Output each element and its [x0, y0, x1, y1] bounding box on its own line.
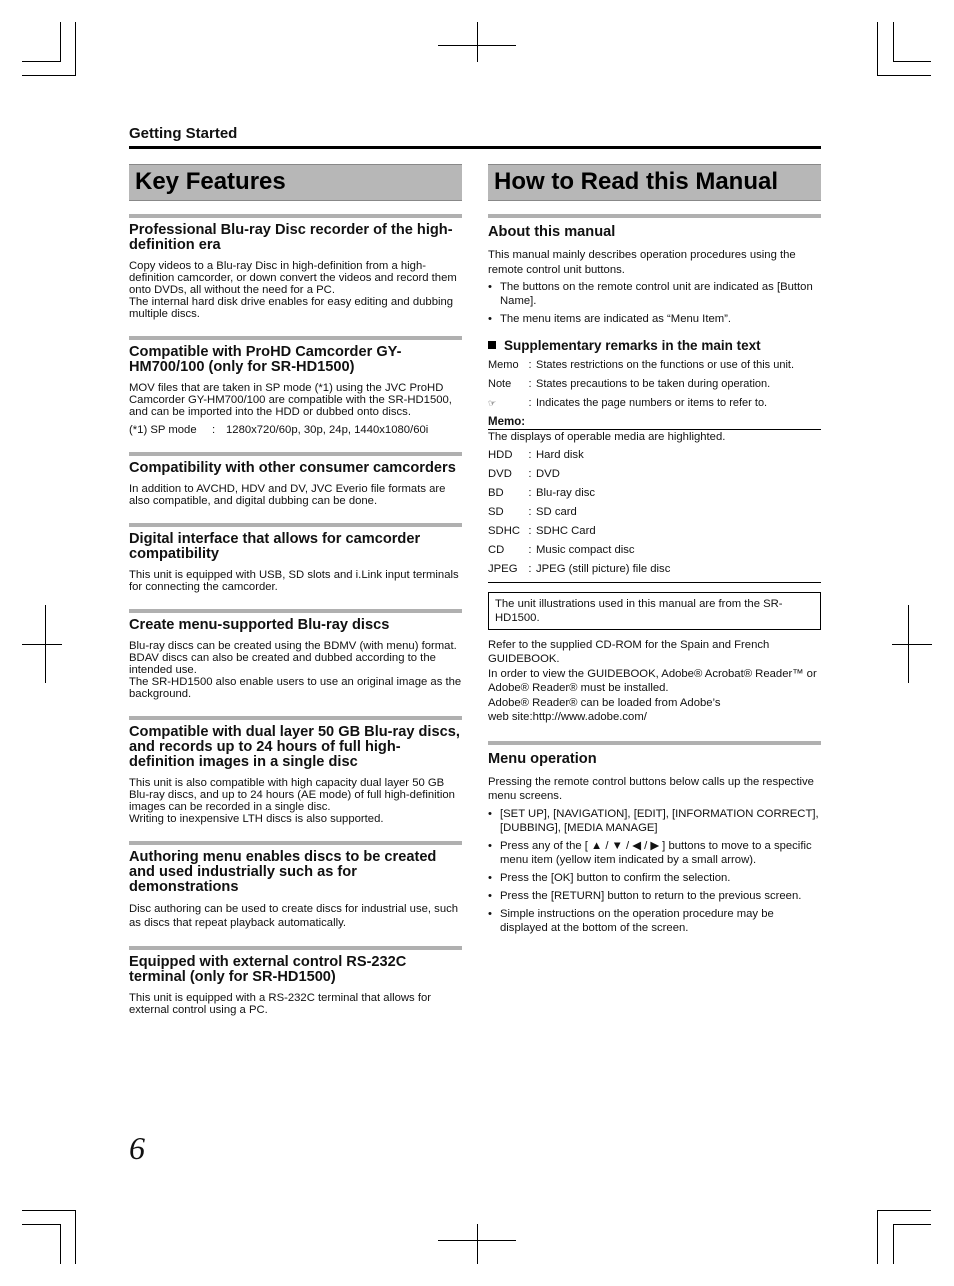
memo-intro: The displays of operable media are highlighted. — [488, 431, 726, 443]
feature-heading: Equipped with external control RS-232C terminal (only for SR-HD1500) — [129, 954, 407, 985]
feature-item — [129, 946, 462, 1016]
crop-mark — [893, 1224, 931, 1225]
feature-body: Blu-ray discs can be created using the BDMV (with menu) format. BDAV discs can also be created and dubbed according to the intended use. The SR-HD1500 also enable users to use an original image as the background. — [129, 640, 462, 700]
feature-heading: Compatibility with other consumer camcorders — [129, 460, 456, 476]
feature-heading: Compatible with ProHD Camcorder GY-HM700/100 (only for SR-HD1500) — [129, 344, 402, 375]
supplementary-heading: Supplementary remarks in the main text — [488, 338, 821, 353]
menu-rule — [488, 741, 821, 745]
media-row: BD : Blu-ray disc — [488, 486, 596, 499]
section-label: Getting Started — [129, 125, 238, 142]
crop-mark — [22, 1210, 76, 1211]
cdrom-note: Refer to the supplied CD-ROM for the Spain and French GUIDEBOOK. In order to view the GUIDEBOOK, Adobe® Acrobat® Reader™ or Adobe® Reader® must be installed. Adobe® Reader® can be loaded from Adobe’s web site:http://www.adobe.com/ — [488, 638, 817, 723]
feature-rule — [129, 716, 462, 720]
list-item: • Press the [OK] button to confirm the selection. — [488, 871, 731, 884]
feature-rule — [129, 946, 462, 950]
media-row: DVD : DVD — [488, 467, 560, 480]
feature-item — [129, 523, 462, 593]
feature-body: MOV files that are taken in SP mode (*1) using the JVC ProHD Camcorder GY-HM700/100 are compatible with the SR-HD1500, and can be imported into the HDD or dubbed onto discs. — [129, 382, 452, 418]
crop-mark — [22, 75, 76, 76]
about-rule — [488, 214, 821, 218]
page-number: 6 — [129, 1130, 145, 1166]
feature-rule — [129, 452, 462, 456]
crop-mark — [893, 1224, 894, 1264]
header-rule — [129, 146, 821, 149]
crop-mark — [438, 1240, 516, 1241]
reference-hand-icon: ☞ — [488, 398, 497, 408]
crop-mark — [477, 22, 478, 62]
feature-heading: Professional Blu-ray Disc recorder of the high-definition era — [129, 222, 453, 253]
feature-heading: Create menu-supported Blu-ray discs — [129, 617, 390, 633]
about-heading: About this manual — [488, 224, 616, 240]
memo-end-rule — [488, 582, 821, 583]
illustration-note-box: The unit illustrations used in this manual are from the SR-HD1500. — [488, 592, 821, 630]
feature-body: In addition to AVCHD, HDV and DV, JVC Everio file formats are also compatible, and digital dubbing can be done. — [129, 483, 446, 507]
crop-mark — [75, 1210, 76, 1264]
supp-row: Memo : States restrictions on the functions or use of this unit. — [488, 359, 795, 371]
feature-item — [129, 841, 462, 930]
menu-bullets — [488, 807, 821, 935]
crop-mark — [877, 75, 931, 76]
feature-rule — [129, 214, 462, 218]
crop-mark — [477, 1224, 478, 1264]
crop-mark — [877, 22, 878, 76]
key-features-column — [129, 214, 462, 1032]
crop-mark — [22, 1224, 60, 1225]
feature-item — [129, 609, 462, 700]
media-row: SD : SD card — [488, 505, 577, 518]
supp-row: ☞ : Indicates the page numbers or items to refer to. — [488, 397, 768, 409]
list-item: • [SET UP], [NAVIGATION], [EDIT], [INFORMATION CORRECT], [DUBBING], [MEDIA MANAGE] — [488, 807, 819, 834]
media-row: HDD : Hard disk — [488, 448, 584, 461]
square-bullet-icon — [488, 341, 496, 349]
feature-rule — [129, 336, 462, 340]
supp-row: Note : States precautions to be taken during operation. — [488, 378, 771, 390]
crop-mark — [892, 644, 932, 645]
list-item: • Simple instructions on the operation procedure may be displayed at the bottom of the screen. — [488, 907, 774, 934]
crop-mark — [60, 22, 61, 62]
crop-mark — [438, 45, 516, 46]
feature-body: Copy videos to a Blu-ray Disc in high-definition from a high-definition camcorder, or down convert the videos and record them onto DVDs, all without the need for a PC. The internal hard disk drive enables for easy editing and dubbing multiple discs. — [129, 260, 457, 320]
sp-mode-key: (*1) SP mode — [129, 424, 197, 436]
crop-mark — [75, 22, 76, 76]
feature-item — [129, 214, 462, 320]
list-item: • The menu items are indicated as “Menu Item”. — [488, 313, 732, 325]
crop-mark — [60, 1224, 61, 1264]
menu-intro: Pressing the remote control buttons below calls up the respective menu screens. — [488, 775, 814, 802]
feature-body: Disc authoring can be used to create discs for industrial use, such as discs that repeat playback automatically. — [129, 903, 459, 929]
crop-mark — [877, 1210, 878, 1264]
media-row: SDHC : SDHC Card — [488, 524, 596, 537]
how-to-read-title: How to Read this Manual — [494, 168, 779, 195]
list-item: • The buttons on the remote control unit are indicated as [Button Name]. — [488, 281, 813, 307]
feature-body: This unit is equipped with USB, SD slots and i.Link input terminals for connecting the camcorder. — [129, 569, 459, 593]
crop-mark — [893, 22, 894, 62]
feature-item — [129, 452, 462, 507]
key-features-title: Key Features — [135, 168, 286, 195]
list-item: • Press any of the [ ▲ / ▼ / ◀ / ▶ ] buttons to move to a specific menu item (yellow item indicated by a small arrow). — [488, 839, 812, 866]
feature-heading: Compatible with dual layer 50 GB Blu-ray discs, and records up to 24 hours of full high-definition images in a single disc — [129, 724, 460, 770]
feature-rule — [129, 523, 462, 527]
crop-mark — [893, 61, 931, 62]
sp-mode-sep: : — [212, 424, 216, 436]
feature-body: This unit is also compatible with high capacity dual layer 50 GB Blu-ray discs, and up to 24 hours (AE mode) of full high-definition images can be recorded in a single disc. Writing to inexpensive LTH discs is also supported. — [129, 777, 455, 825]
media-row: JPEG : JPEG (still picture) file disc — [488, 562, 671, 575]
list-item: • Press the [RETURN] button to return to the previous screen. — [488, 889, 802, 902]
how-to-read-column — [488, 214, 821, 939]
feature-heading: Digital interface that allows for camcorder compatibility — [129, 531, 421, 562]
sp-mode-note — [129, 424, 462, 436]
feature-body: This unit is equipped with a RS-232C terminal that allows for external control using a PC. — [129, 992, 432, 1016]
feature-heading: Authoring menu enables discs to be created and used industrially such as for demonstrations — [129, 849, 437, 895]
about-bullets — [488, 280, 821, 326]
how-to-read-banner — [488, 164, 821, 201]
memo-heading: Memo: — [488, 416, 821, 430]
feature-rule — [129, 609, 462, 613]
media-row: CD : Music compact disc — [488, 543, 635, 556]
feature-rule — [129, 841, 462, 845]
crop-mark — [877, 1210, 931, 1211]
feature-item — [129, 336, 462, 436]
crop-mark — [22, 61, 60, 62]
about-intro: This manual mainly describes operation procedures using the remote control unit buttons. — [488, 249, 796, 276]
menu-heading: Menu operation — [488, 750, 597, 767]
sp-mode-value: 1280x720/60p, 30p, 24p, 1440x1080/60i — [226, 424, 429, 436]
key-features-banner — [129, 164, 462, 201]
crop-mark — [22, 644, 62, 645]
feature-item — [129, 716, 462, 825]
